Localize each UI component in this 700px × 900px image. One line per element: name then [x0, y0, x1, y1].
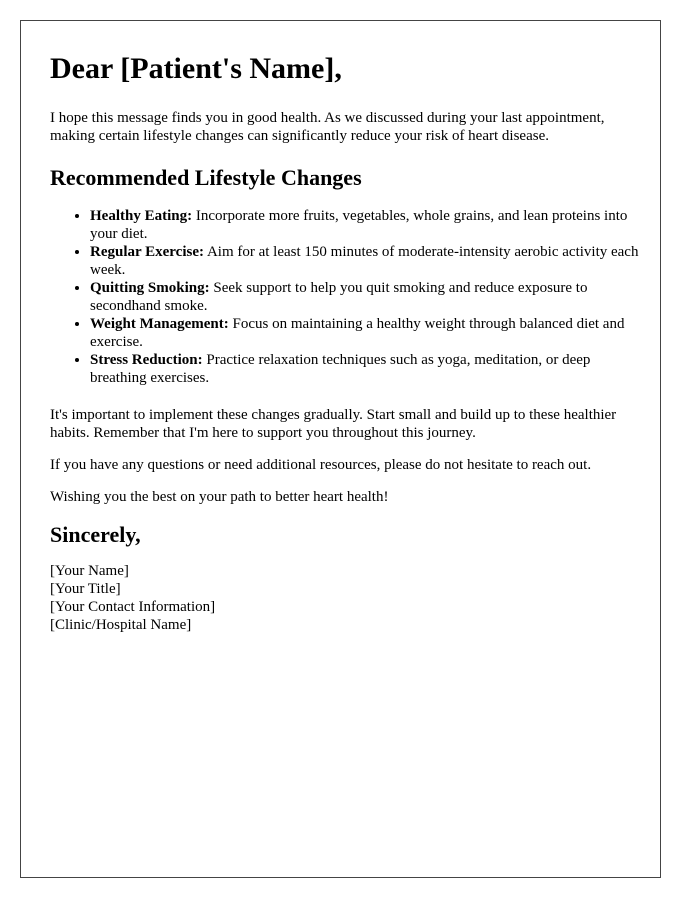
recommendation-label: Stress Reduction: [90, 352, 203, 368]
recommendation-item [90, 279, 640, 315]
recommendation-item [90, 243, 640, 279]
recommendation-label: Weight Management: [90, 316, 229, 332]
intro-paragraph: I hope this message finds you in good health. As we discussed during your last appointment, making certain lifestyle changes can significantly reduce your risk of heart disease. [50, 110, 605, 144]
recommendation-text: Aim for at least 150 minutes of moderate-intensity aerobic activity each week. [90, 244, 639, 278]
gradual-change-paragraph: It's important to implement these changes gradually. Start small and build up to these healthier habits. Remember that I'm here to support you throughout this journey. [50, 407, 617, 441]
letter-greeting: Dear [Patient's Name], [50, 52, 342, 85]
letter-content [50, 51, 640, 634]
signature-contact: [Your Contact Information] [50, 599, 216, 615]
signature-block [50, 562, 640, 634]
recommendation-text: Focus on maintaining a healthy weight through balanced diet and exercise. [90, 316, 625, 350]
recommendation-label: Quitting Smoking: [90, 280, 210, 296]
letter-frame [20, 20, 661, 878]
recommendation-label: Healthy Eating: [90, 208, 193, 224]
questions-paragraph: If you have any questions or need additional resources, please do not hesitate to reach out. [50, 457, 592, 473]
recommendation-item [90, 351, 640, 387]
recommendation-label: Regular Exercise: [90, 244, 205, 260]
closing-heading: Sincerely, [50, 522, 141, 547]
signature-organization: [Clinic/Hospital Name] [50, 617, 192, 633]
wishes-paragraph: Wishing you the best on your path to better heart health! [50, 489, 389, 505]
recommendation-item [90, 207, 640, 243]
recommendation-text: Incorporate more fruits, vegetables, whole grains, and lean proteins into your diet. [90, 208, 628, 242]
section-heading: Recommended Lifestyle Changes [50, 165, 362, 190]
signature-name: [Your Name] [50, 563, 129, 579]
recommendation-text: Seek support to help you quit smoking and reduce exposure to secondhand smoke. [90, 280, 588, 314]
recommendation-text: Practice relaxation techniques such as yoga, meditation, or deep breathing exercises. [90, 352, 591, 386]
recommendations-list [50, 207, 640, 387]
recommendation-item [90, 315, 640, 351]
signature-title: [Your Title] [50, 581, 121, 597]
